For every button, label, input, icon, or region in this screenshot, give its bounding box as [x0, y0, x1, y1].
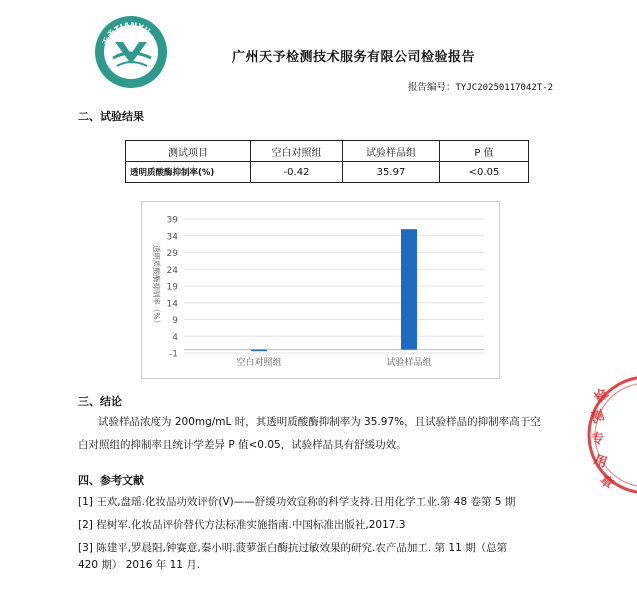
- table-header-cell: 测试项目: [126, 141, 251, 162]
- y-tick-label: 9: [172, 316, 178, 326]
- table-header-cell: 空白对照组: [251, 141, 343, 162]
- x-tick-label: 空白对照组: [236, 358, 282, 368]
- inhibition-bar-chart: [142, 202, 499, 378]
- table-header-row: [126, 141, 529, 162]
- table-cell: 透明质酸酶抑制率(%): [126, 162, 251, 183]
- reference-item: [3] 陈建平,罗晨阳,钟赛意,秦小明.菠萝蛋白酶抗过敏效果的研究.农产品加工. 第 11 期（总第: [78, 542, 508, 554]
- y-tick-label: 39: [166, 215, 178, 226]
- bar: [251, 350, 267, 352]
- y-tick-label: 24: [166, 265, 178, 276]
- bar: [401, 229, 417, 349]
- conclusion-line-2: 白对照组的抑制率且统计学差异 P 值<0.05，试验样品具有舒缓功效。: [78, 439, 407, 451]
- y-tick-label: 4: [172, 332, 178, 343]
- results-table: [125, 140, 529, 183]
- x-tick-label: 试验样品组: [386, 358, 432, 368]
- y-tick-label: 29: [166, 249, 178, 259]
- table-cell: 35.97: [343, 162, 440, 183]
- report-number: [408, 79, 553, 93]
- y-tick-label: 14: [166, 299, 178, 310]
- conclusion-line-1: 试验样品浓度为 200mg/mL 时，其透明质酸酶抑制率为 35.97%，且试验样品的抑制率高于空: [98, 416, 541, 428]
- report-number-value: TYJC20250117042T-2: [455, 83, 554, 93]
- svg-text:用: 用: [591, 452, 609, 472]
- y-tick-label: -1: [169, 349, 178, 360]
- reference-item: [1] 王欢,盘瑶.化妆品功效评价(V)——舒缓功效宣称的科学支持.日用化学工业.第 48 卷第 5 期: [78, 496, 516, 508]
- y-tick-label: 34: [166, 232, 178, 243]
- table-cell: <0.05: [440, 162, 529, 183]
- reference-item: [2] 程树军.化妆品评价替代方法标准实施指南.中国标准出版社,2017.3: [78, 519, 406, 531]
- svg-text:检: 检: [591, 386, 612, 407]
- svg-text:专: 专: [591, 432, 605, 447]
- y-axis-label: 透明质酸酶抑制率（%）: [152, 244, 161, 328]
- reference-item: 420 期） 2016 年 11 月.: [78, 559, 201, 571]
- official-seal-stamp: [585, 365, 637, 505]
- section2-heading: 二、试验结果: [78, 110, 144, 123]
- table-header-cell: 试验样品组: [343, 141, 440, 162]
- table-cell: -0.42: [251, 162, 343, 183]
- company-logo: [93, 14, 169, 90]
- svg-text:章: 章: [596, 472, 617, 493]
- table-row: [126, 162, 529, 183]
- section4-heading: 四、参考文献: [78, 474, 144, 487]
- logo-text: 天予TIANYU: [101, 20, 152, 47]
- table-header-cell: P 值: [440, 141, 529, 162]
- chart-frame: [141, 201, 500, 379]
- y-tick-label: 19: [166, 282, 178, 293]
- svg-text:测: 测: [589, 408, 607, 427]
- report-number-label: 报告编号：: [408, 82, 456, 93]
- report-title: 广州天予检测技术服务有限公司检验报告: [232, 50, 476, 65]
- section3-heading: 三、结论: [78, 395, 122, 408]
